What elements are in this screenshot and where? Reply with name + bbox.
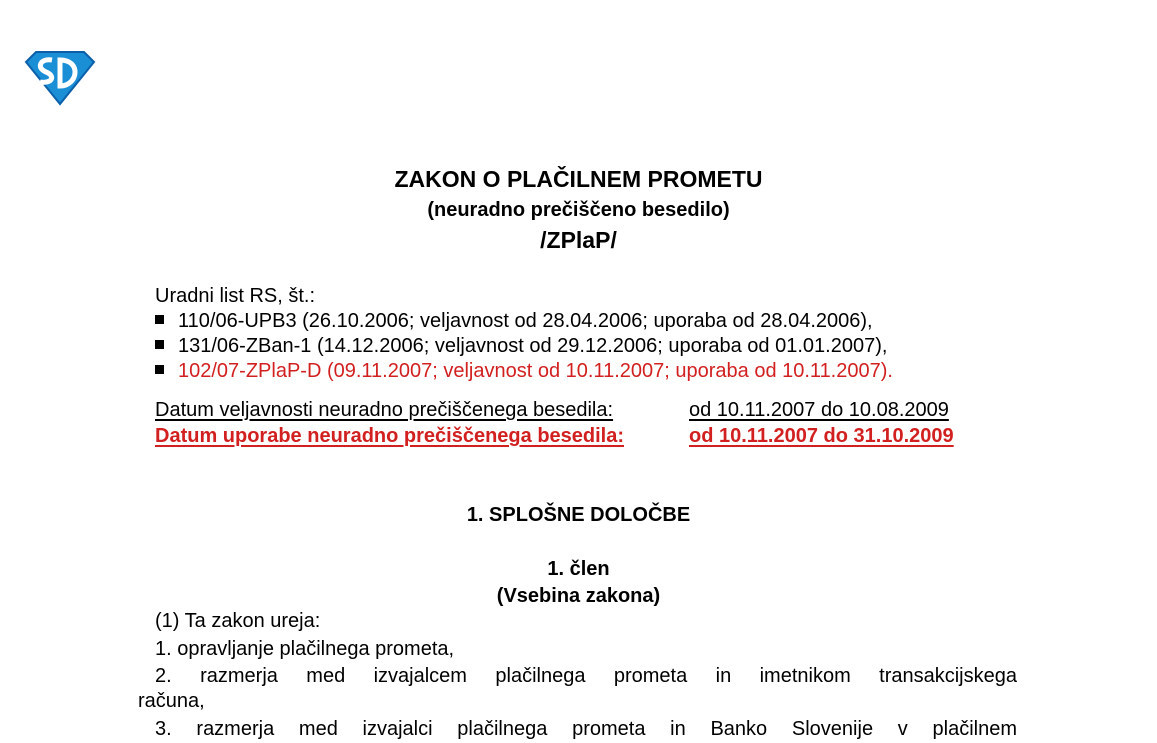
square-bullet-icon (155, 340, 164, 349)
square-bullet-icon (155, 365, 164, 374)
validity-date-value: od 10.11.2007 do 10.08.2009 (689, 399, 949, 421)
gazette-item-text: 102/07-ZPlaP-D (09.11.2007; veljavnost od 10.11.2007; uporaba od 10.11.2007). (178, 360, 893, 382)
use-date-label: Datum uporabe neuradno prečiščenega besedila: (155, 425, 625, 447)
square-bullet-icon (155, 315, 164, 324)
law-abbreviation: /ZPlaP/ (540, 227, 617, 253)
article-subject: (Vsebina zakona) (496, 585, 661, 607)
article-item: 3. razmerja med izvajalci plačilnega prometa in Banko Slovenije v plačilnem (155, 718, 1017, 740)
article-item: 2. razmerja med izvajalcem plačilnega prometa in imetnikom transakcijskega (155, 665, 1017, 687)
chapter-heading: 1. SPLOŠNE DOLOČBE (466, 504, 691, 526)
document-title: ZAKON O PLAČILNEM PROMETU (394, 166, 763, 192)
gazette-label: Uradni list RS, št.: (155, 285, 316, 307)
gazette-item (155, 335, 887, 358)
validity-date-label: Datum veljavnosti neuradno prečiščenega besedila: (155, 399, 614, 421)
article-item-continuation: računa, (138, 690, 205, 712)
use-date-value: od 10.11.2007 do 31.10.2009 (689, 425, 954, 447)
article-number: 1. člen (547, 558, 610, 580)
sd-logo (22, 48, 98, 106)
gazette-item-current (155, 360, 893, 383)
gazette-item-text: 131/06-ZBan-1 (14.12.2006; veljavnost od 29.12.2006; uporaba od 01.01.2007), (178, 335, 888, 357)
gazette-item (155, 310, 873, 333)
paragraph-intro: (1) Ta zakon ureja: (155, 610, 321, 632)
document-subtitle: (neuradno prečiščeno besedilo) (427, 199, 730, 221)
article-item: 1. opravljanje plačilnega prometa, (155, 638, 455, 660)
gazette-item-text: 110/06-UPB3 (26.10.2006; veljavnost od 28.04.2006; uporaba od 28.04.2006), (178, 310, 873, 332)
